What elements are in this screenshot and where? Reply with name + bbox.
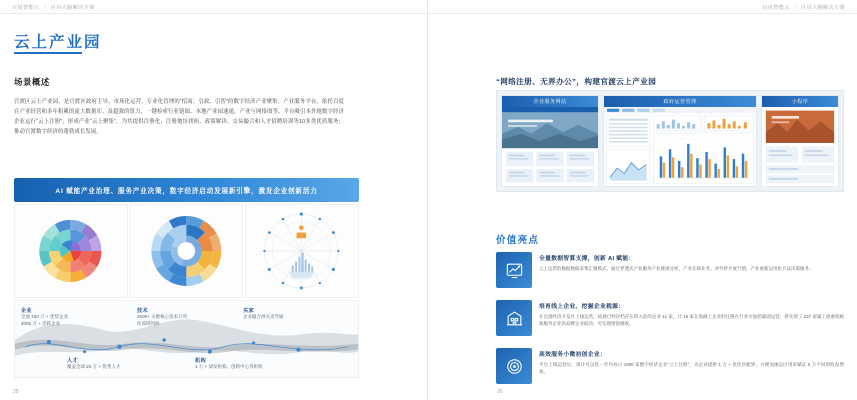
value-item-title: 全量数据智算支撑，创新 AI 赋能： [539, 256, 635, 262]
overview-block [14, 76, 344, 137]
stat-name: 人才 [67, 358, 78, 364]
dashboard-admin-body [604, 107, 756, 186]
sunburst-chart [14, 204, 128, 298]
dashboard-admin [603, 95, 757, 187]
value-item-3-text [539, 348, 844, 384]
running-header-brand: 百度智能云 [12, 5, 40, 11]
building-icon [496, 300, 532, 336]
value-item-2-text [539, 300, 844, 336]
stat-line: 4000 万 + 活跃企业 [21, 320, 61, 326]
page-title: 云上产业园 [14, 34, 102, 51]
value-item-title: 高效服务小微初创企业： [539, 352, 607, 358]
dashboard-admin-title: 政府运营管理 [604, 96, 756, 107]
stat-name: 企业 [21, 308, 32, 314]
dashboard-miniprogram-body [762, 107, 838, 186]
value-item-1-text [539, 252, 844, 288]
value-item-title: 培育线上企业、挖掘企业税源： [539, 304, 625, 310]
case-study-title: “网络注册、无界办公”，构建官渡云上产业园 [496, 77, 657, 86]
value-highlights-heading: 价值亮点 [496, 235, 540, 246]
radial-network-chart [245, 204, 359, 298]
stat-strip [14, 300, 359, 378]
stat-line: 化领域列拆 [137, 320, 160, 326]
header-divider [429, 13, 857, 14]
stat-name: 买家 [243, 308, 254, 314]
ai-banner [14, 178, 359, 202]
stat-name: 技术 [137, 308, 148, 314]
value-item-desc: 平台上线运营后，预计可以优一年内每日 1000 家数字经济企业“云上注册”，为企业提供 1 万 + 优化匹配界，方便加速运区用来赋证 5 万不同的收发增加。 [539, 362, 844, 375]
running-header-solution: 区县大脑解决方案 [50, 5, 95, 11]
insight-icon [496, 252, 532, 288]
value-item-desc: 在官渡经济开发区上线运营，拓展已经存档存在的入驻的企业 41 家，计 16 家在海湖上企业的注册在行业方面招募面运营，将实现了 237 家属工商重构税收服务企业的品牌企业联动，可实现增值税收。 [539, 314, 844, 327]
value-item-desc: 云上运营的数据数据采集汇聚模式，通过穿透式产业服务产业链谱分析，产业在研业务、对外侨介度行情，产业重新运用化方法决策服务。 [539, 266, 814, 271]
visualization-row [14, 204, 359, 298]
stat-item-institution [195, 357, 263, 371]
stat-item-talent [67, 357, 120, 371]
stat-line: 1 万 + 研发机构、创新中心等机构 [195, 364, 263, 369]
title-underline [14, 52, 82, 54]
running-header-left [12, 4, 95, 11]
dashboard-portal [501, 95, 599, 187]
dashboard-portal-title: 企业服务网站 [502, 96, 598, 107]
page-number-right: 26 [497, 389, 503, 395]
stat-line: 2500+ 关键核心技术万列 [137, 314, 188, 319]
overview-heading: 场景概述 [14, 77, 50, 87]
running-header-separator: / [44, 5, 46, 11]
running-header-right [762, 4, 845, 11]
donut-chart [130, 204, 244, 298]
stat-line: 覆盖全球 20 万 + 优秀人才 [67, 364, 121, 369]
stat-item-enterprise [21, 307, 69, 327]
value-item-3 [496, 348, 844, 384]
value-item-1 [496, 252, 844, 288]
dashboard-miniprogram [761, 95, 839, 187]
running-header-solution: 区县大脑解决方案 [801, 5, 845, 11]
page-number-left: 25 [13, 389, 19, 395]
stat-item-buyer [243, 307, 283, 321]
ai-banner-text: AI 赋能产业治理、服务产业决策，数字经济启动发展新引擎，激发企业创新活力 [55, 188, 318, 195]
running-header-brand: 百度智能云 [762, 5, 790, 11]
stat-line: 全面 150 万 + 优势企业, [21, 314, 70, 319]
left-page [0, 0, 428, 400]
stat-name: 机构 [195, 358, 206, 364]
value-item-2 [496, 300, 844, 336]
overview-paragraph: 官渡区云上产业园，是官渡区政府主导、市场化运营，专业化管理的“招商、引政、引智”的数字经济产业聚集。产业服务平台，依托百度在产业经营和多年积累的庞大数据库、及超强的算力、一键检索行业链图、本地产业园速通，产业与网络图等、平台吸引本外地数字经济企业运行“云上注册”，形成产业“云上聚集”，为其提供注册化、注册地址找租、政策解读、交易撮合和人才招聘培训等10多类优质服务；推动官渡数字经济的蓬勃成长发展。 [14, 99, 344, 135]
dashboard-screenshot-group [496, 90, 844, 192]
dashboard-miniprogram-title: 小程序 [762, 96, 838, 107]
dashboard-portal-body [502, 107, 598, 186]
right-page [429, 0, 857, 400]
header-divider [0, 13, 427, 14]
stat-line: 企业撮合供买卖导通 [243, 314, 284, 319]
target-icon [496, 348, 532, 384]
stat-item-technology [137, 307, 187, 327]
running-header-separator: / [794, 5, 797, 11]
